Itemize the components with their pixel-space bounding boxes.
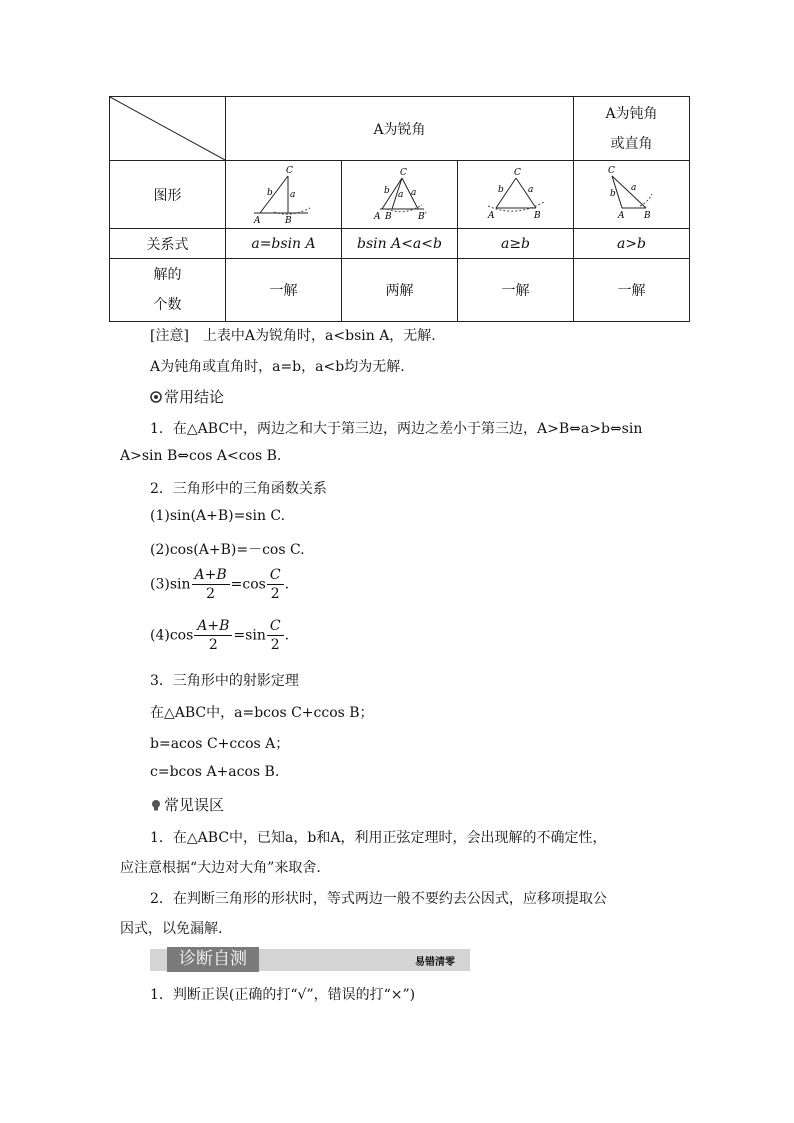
solutions-1: 一解 — [226, 259, 342, 322]
errors-item2-line1: 2．在判断三角形的形状时，等式两边一般不要约去公因式，应移项提取公 — [150, 891, 607, 907]
fig4-label-b: b — [610, 188, 616, 199]
fig1-label-a-vertex: A — [254, 215, 261, 226]
fraction-c-over-2-b: $\frac{C}{2}$ — [267, 617, 284, 654]
lightbulb-icon — [150, 799, 162, 811]
triangle-figure-3 — [458, 162, 573, 228]
fig2-label-b-vertex: B — [385, 211, 392, 222]
fig3-label-b: b — [498, 184, 504, 195]
relation-1: a=bsin A — [226, 229, 342, 259]
figure-cell-2 — [342, 161, 458, 229]
common-item3-title: 3．三角形中的射影定理 — [150, 673, 299, 689]
triangle-solutions-table — [109, 96, 690, 322]
triangle-figure-4 — [574, 162, 689, 228]
fig3-label-b-vertex: B — [534, 210, 541, 221]
relation-2: bsin A<a<b — [342, 229, 458, 259]
header-obtuse: A为钝角 或直角 — [574, 97, 690, 161]
fig2-label-bprime-vertex: B′ — [418, 211, 427, 222]
figure-cell-4 — [574, 161, 690, 229]
diagnosis-bar-right-label: 易错清零 — [415, 957, 455, 968]
common-item2-4: (4)cos $\frac{A+B}{2}$ =sin $\frac{C}{2}$ . — [150, 618, 290, 653]
figure-cell-1 — [226, 161, 342, 229]
question-1: 1．判断正误(正确的打“√”，错误的打“×”) — [150, 987, 416, 1003]
fig2-label-a-vertex: A — [374, 211, 381, 222]
fig4-label-c: C — [608, 165, 615, 176]
diagnosis-tab: 诊断自测 — [167, 947, 259, 972]
fig1-label-b: b — [267, 187, 273, 198]
header-acute: A为锐角 — [226, 97, 574, 161]
fig3-label-a-vertex: A — [488, 210, 495, 221]
relation-3: a≥b — [458, 229, 574, 259]
fig3-label-c: C — [514, 167, 521, 178]
common-item1-line1: 1．在△ABC中，两边之和大于第三边，两边之差小于第三边，A>B⇔a>b⇔sin — [150, 421, 643, 437]
target-icon — [150, 391, 162, 403]
fig2-label-a1: a — [398, 189, 404, 200]
common-item3-2: b=acos C+ccos A； — [150, 736, 290, 752]
common-item2-2: (2)cos(A+B)=－cos C. — [150, 542, 305, 558]
fig1-label-a: a — [290, 189, 296, 200]
fig4-label-a-vertex: A — [618, 210, 625, 221]
section-common-title: 常用结论 — [150, 386, 224, 407]
fraction-a-plus-b-over-2-b: $\frac{A+B}{2}$ — [194, 617, 232, 654]
common-item1-line2: A>sin B⇔cos A<cos B. — [120, 448, 282, 464]
relation-4: a>b — [574, 229, 690, 259]
diagonal-header-cell — [110, 97, 226, 161]
common-item2-3: (3)sin $\frac{A+B}{2}$ =cos $\frac{C}{2}$ . — [150, 567, 290, 602]
fig2-label-c: C — [400, 167, 407, 178]
fraction-a-plus-b-over-2: $\frac{A+B}{2}$ — [192, 566, 230, 603]
fig1-label-c: C — [286, 165, 293, 176]
row-solutions-label: 解的 个数 — [110, 259, 226, 322]
solutions-4: 一解 — [574, 259, 690, 322]
diagonal-line — [110, 97, 225, 160]
common-item3-1: 在△ABC中，a=bcos C+ccos B； — [150, 705, 374, 721]
section-errors-title: 常见误区 — [150, 794, 224, 815]
errors-item1-line1: 1．在△ABC中，已知a，b和A，利用正弦定理时，会出现解的不确定性， — [150, 830, 607, 846]
errors-item1-line2: 应注意根据“大边对大角”来取舍. — [120, 860, 321, 876]
note-line-1: [注意] 上表中A为锐角时，a<bsin A，无解. — [150, 328, 436, 344]
fig3-label-a: a — [528, 184, 534, 195]
fig1-label-b-vertex: B — [285, 215, 292, 226]
solutions-3: 一解 — [458, 259, 574, 322]
triangle-figure-2 — [342, 162, 457, 228]
fig2-label-a2: a — [411, 187, 417, 198]
row-figure-label: 图形 — [110, 161, 226, 229]
fig4-label-a: a — [631, 182, 637, 193]
errors-item2-line2: 因式，以免漏解. — [120, 921, 223, 937]
common-item2-title: 2．三角形中的三角函数关系 — [150, 481, 327, 497]
fig4-label-b-vertex: B — [644, 210, 651, 221]
row-relation-label: 关系式 — [110, 229, 226, 259]
common-item2-1: (1)sin(A+B)=sin C. — [150, 508, 286, 524]
common-item3-3: c=bcos A+acos B. — [150, 764, 280, 780]
note-line-2: A为钝角或直角时，a=b，a<b均为无解. — [150, 359, 405, 375]
triangle-figure-1 — [226, 162, 341, 228]
fig2-label-b: b — [384, 185, 390, 196]
solutions-2: 两解 — [342, 259, 458, 322]
fraction-c-over-2: $\frac{C}{2}$ — [267, 566, 284, 603]
figure-cell-3 — [458, 161, 574, 229]
